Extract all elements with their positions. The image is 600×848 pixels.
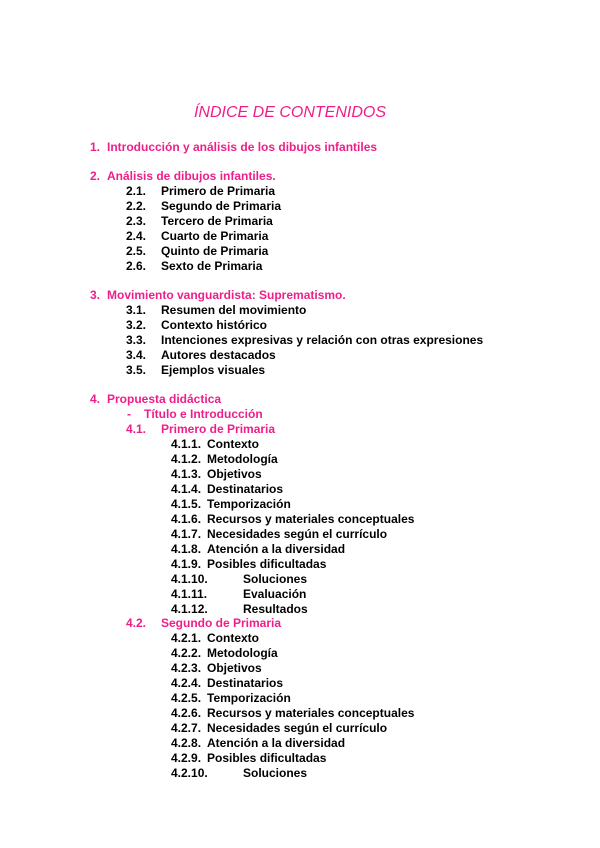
toc-entry-label: Propuesta didáctica — [107, 392, 222, 406]
toc-entry-label: Sexto de Primaria — [161, 259, 263, 273]
toc-entry-label: Temporización — [207, 691, 291, 705]
toc-entry-number: 4.1.4. — [171, 482, 202, 496]
toc-entry-number: 4.2.3. — [171, 661, 202, 675]
toc-entry-label: Quinto de Primaria — [161, 244, 269, 258]
toc-entry-label: Atención a la diversidad — [207, 542, 346, 556]
page-title: ÍNDICE DE CONTENIDOS — [193, 104, 386, 121]
toc-entry-number: 4.1.5. — [171, 497, 202, 511]
toc-entry-label: Objetivos — [207, 467, 262, 481]
toc-entry-label: Evaluación — [243, 587, 307, 601]
toc-entry-number: 2.4. — [126, 229, 147, 243]
toc-entry-label: Primero de Primaria — [161, 184, 276, 198]
toc-entry-label: Título e Introducción — [144, 407, 263, 421]
toc-entry-label: Segundo de Primaria — [161, 199, 282, 213]
toc-entry-label: Autores destacados — [161, 348, 276, 362]
toc-entry-label: Soluciones — [243, 766, 308, 780]
toc-entry-number: 2.6. — [126, 259, 147, 273]
toc-entry-label: Movimiento vanguardista: Suprematismo. — [107, 288, 346, 302]
toc-entry-number: 4.2. — [126, 616, 147, 630]
toc-entry-number: 4.2.7. — [171, 721, 202, 735]
toc-entry-label: Recursos y materiales conceptuales — [207, 512, 415, 526]
toc-entry-number: 3.2. — [126, 318, 147, 332]
toc-entry-label: Cuarto de Primaria — [161, 229, 269, 243]
toc-entry-number: 3.5. — [126, 363, 147, 377]
toc-entry-number: 4.1. — [126, 422, 147, 436]
toc-entry-label: Contexto histórico — [161, 318, 268, 332]
toc-entry-label: Resultados — [243, 602, 308, 616]
toc-entry-number: 4.1.3. — [171, 467, 202, 481]
toc-entry-number: 3.1. — [126, 303, 147, 317]
toc-entry-label: Tercero de Primaria — [161, 214, 273, 228]
toc-entry-number: 4.1.1. — [171, 437, 202, 451]
toc-entry-label: Posibles dificultadas — [207, 751, 327, 765]
toc-entry-label: Contexto — [207, 631, 259, 645]
toc-entry-number: 2.2. — [126, 199, 147, 213]
toc-entry-label: Recursos y materiales conceptuales — [207, 706, 415, 720]
toc-entry-number: 4. — [90, 392, 101, 406]
toc-entry-number: 2.3. — [126, 214, 147, 228]
toc-entry-number: 4.2.1. — [171, 631, 202, 645]
toc-entry-number: 4.2.4. — [171, 676, 202, 690]
toc-entry-number: 4.2.5. — [171, 691, 202, 705]
toc-entry-number: 4.1.9. — [171, 557, 202, 571]
toc-entry-label: Objetivos — [207, 661, 262, 675]
toc-entry-number: 4.2.10. — [171, 766, 208, 780]
toc-entry-number: 2.5. — [126, 244, 147, 258]
toc-entry-number: 4.2.6. — [171, 706, 202, 720]
toc-entry-number: 4.1.11. — [171, 587, 208, 601]
toc-entry-label: Metodología — [207, 452, 278, 466]
toc-entry-number: 4.2.8. — [171, 736, 202, 750]
toc-entry-label: Destinatarios — [207, 676, 284, 690]
toc-entry-number: 4.1.2. — [171, 452, 202, 466]
toc-entry-label: Análisis de dibujos infantiles. — [107, 169, 276, 183]
toc-entry-number: 3. — [90, 288, 101, 302]
toc-entry-label: Necesidades según el currículo — [207, 527, 388, 541]
toc-entry-label: Destinatarios — [207, 482, 284, 496]
toc-entry-label: Necesidades según el currículo — [207, 721, 388, 735]
toc-entry-label: Atención a la diversidad — [207, 736, 346, 750]
toc-entry-number: 2.1. — [126, 184, 147, 198]
toc-entry-label: Introducción y análisis de los dibujos infantiles — [107, 140, 378, 154]
toc-entry-number: 4.1.7. — [171, 527, 202, 541]
toc-entry-label: Contexto — [207, 437, 259, 451]
toc-entry-number: 4.1.10. — [171, 572, 208, 586]
toc-entry-number: 1. — [90, 140, 101, 154]
toc-entry-label: Segundo de Primaria — [161, 616, 282, 630]
toc-entry-number: 2. — [90, 169, 101, 183]
toc-entry-number: 4.1.12. — [171, 602, 208, 616]
toc-entry-number: 4.1.6. — [171, 512, 202, 526]
toc-entry-label: Soluciones — [243, 572, 308, 586]
toc-entry-number: 4.2.2. — [171, 646, 202, 660]
toc-entry-number: 3.3. — [126, 333, 147, 347]
toc-entry-number: 3.4. — [126, 348, 147, 362]
toc-entry-label: Primero de Primaria — [161, 422, 276, 436]
toc-entry-number: - — [127, 407, 131, 421]
toc-entry-label: Temporización — [207, 497, 291, 511]
toc-entry-label: Ejemplos visuales — [161, 363, 266, 377]
toc-entry-label: Resumen del movimiento — [161, 303, 307, 317]
toc-entry-number: 4.1.8. — [171, 542, 202, 556]
toc-entry-label: Intenciones expresivas y relación con otras expresiones — [161, 333, 484, 347]
toc-entry-number: 4.2.9. — [171, 751, 202, 765]
toc-entry-label: Metodología — [207, 646, 278, 660]
toc-entry-label: Posibles dificultadas — [207, 557, 327, 571]
